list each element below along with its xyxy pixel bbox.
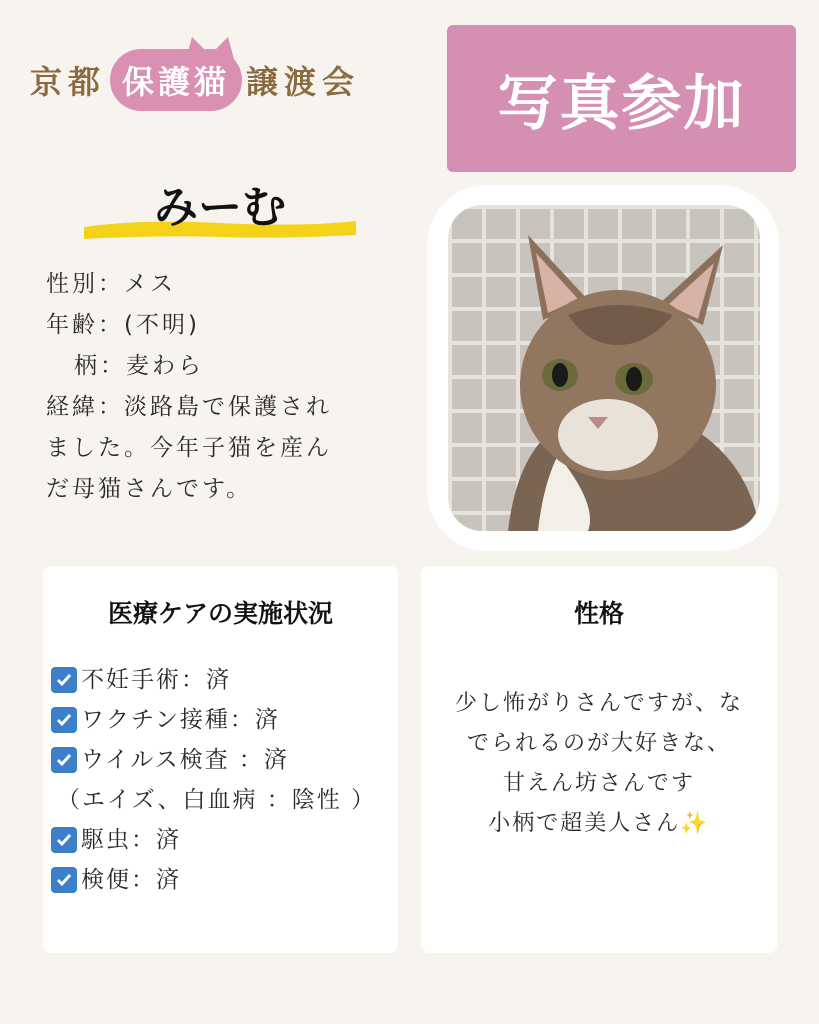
medical-item-text: ワクチン接種：済 — [81, 707, 280, 733]
profile-sep: ： — [98, 271, 124, 297]
profile-sep: ： — [100, 353, 126, 379]
checkbox-checked-icon — [51, 747, 77, 773]
medical-care-card — [43, 566, 398, 953]
list-item — [51, 860, 376, 900]
personality-line-last — [421, 804, 777, 844]
checkbox-checked-icon — [51, 707, 77, 733]
profile-row-pattern — [46, 346, 406, 387]
medical-note: （エイズ、白血病 ：陰性 ） — [57, 787, 377, 813]
personality-title: 性格 — [573, 599, 624, 628]
profile-label: 経緯 — [46, 394, 98, 420]
checkbox-checked-icon — [51, 667, 77, 693]
personality-line: でられるのが大好きな、 — [466, 731, 731, 756]
cat-photo — [448, 205, 760, 531]
personality-line: 甘えん坊さんです — [502, 771, 695, 796]
personality-card — [421, 566, 777, 953]
profile-row-history — [46, 387, 406, 428]
cat-name: みーむ — [154, 182, 286, 233]
medical-item-text: 不妊手術：済 — [81, 667, 231, 693]
profile-sep: ： — [98, 394, 124, 420]
checkbox-checked-icon — [51, 827, 77, 853]
logo-suffix: 譲渡会 — [246, 63, 361, 101]
personality-text — [421, 684, 777, 844]
personality-line: 小柄で超美人さん — [488, 811, 681, 836]
profile-label: 年齢 — [46, 312, 98, 338]
photo-participation-banner: 写真参加 — [447, 25, 796, 172]
sparkle-icon: ✨ — [680, 811, 710, 836]
checkbox-checked-icon — [51, 867, 77, 893]
profile-label: 性別 — [46, 271, 98, 297]
profile-row-age — [46, 305, 406, 346]
profile-history-cont: ました。今年子猫を産ん — [46, 435, 332, 461]
cat-name-block — [80, 165, 360, 245]
profile-value: 淡路島で保護され — [124, 394, 332, 420]
profile-row-sex — [46, 264, 406, 305]
logo-prefix: 京都 — [30, 63, 107, 101]
medical-care-list — [51, 660, 376, 900]
profile-label: 柄 — [74, 353, 100, 379]
profile-sep: ： — [98, 312, 124, 338]
list-item — [51, 660, 376, 700]
logo-highlight — [110, 49, 242, 111]
list-item — [51, 700, 376, 740]
medical-item-text: ウイルス検査 ：済 — [81, 747, 289, 773]
profile-value: メス — [124, 271, 176, 297]
medical-item-text: 検便：済 — [81, 867, 181, 893]
medical-care-title: 医療ケアの実施状況 — [107, 599, 333, 628]
profile-value: (不明) — [124, 312, 200, 338]
profile-history-cont: だ母猫さんです。 — [46, 476, 253, 502]
profile-value: 麦わら — [126, 353, 204, 379]
cat-profile — [46, 264, 406, 510]
logo — [30, 40, 425, 120]
personality-line: 少し怖がりさんですが、な — [454, 691, 743, 716]
logo-highlight-text: 保護猫 — [122, 63, 231, 101]
list-item — [51, 820, 376, 860]
medical-item-text: 駆虫：済 — [81, 827, 181, 853]
list-item — [51, 740, 376, 780]
cat-ears-icon — [184, 35, 236, 59]
